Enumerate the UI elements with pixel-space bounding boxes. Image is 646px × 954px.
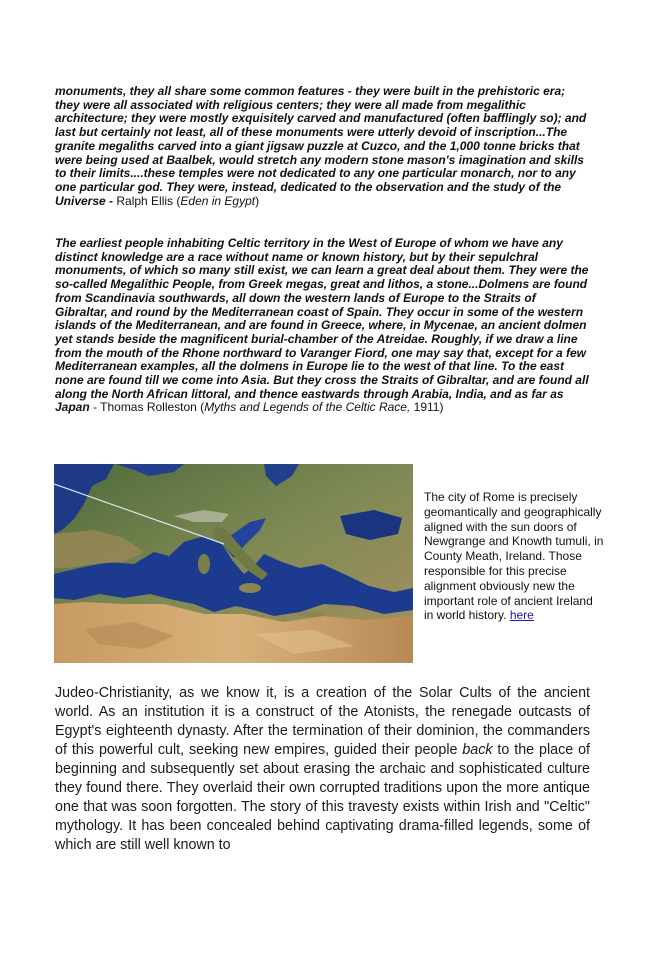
body-text-emphasis: back — [462, 742, 493, 758]
quote-ellis-text: monuments, they all share some common features - they were built in the prehistoric era; they were all associated with religious centers; they were all made from megalithic architecture; they were mostly exquisitely carved and manufactured (often bafflingly so); and last but certainly not least, all of these monuments were utterly devoid of inscription...The granite megaliths carved into a giant jigsaw puzzle at Cuzco, and the 1,000 tonne bricks that were being used at Baalbek, would stretch any modern stone mason's imagination and skills to their limits....these temples were not dedicated to any one particular monarch, nor to any one particular god. They were, instead, dedicated to the observation and the study of the Universe - — [55, 84, 587, 208]
quote-ellis-book: Eden in Egypt — [180, 193, 256, 208]
body-text-part1: Judeo-Christianity, as we know it, is a creation of the Solar Cults of the ancient world. As an institution it is a construct of the Atonists, the renegade outcasts of Egypt's eighteenth dynasty. After the termination of their dominion, the commanders of this powerful cult, seeking new empires, guided their people — [55, 685, 590, 758]
quote-rolleston-book: Myths and Legends of the Celtic Race, — [204, 400, 411, 415]
quote-rolleston-text: The earliest people inhabiting Celtic territory in the West of Europe of whom we have any distinct knowledge are a race without name or known history, but by their sepulchral monuments, of which so many still exist, we can learn a great deal about them. They were the so-called Megalithic People, from Greek megas, great and lithos, a stone...Dolmens are found from Scandinavia southwards, all down the western lands of Europe to the Straits of Gibraltar, and round by the Mediterranean coast of Spain. They occur in some of the western islands of the Mediterranean, and are found in Greece, where, in Mycenae, an ancient dolmen yet stands beside the magnificent burial-chamber of the Atreidae. Roughly, if we draw a line from the mouth of the Rhone northward to Varanger Fiord, one may say that, except for a few Mediterranean examples, all the dolmens in Europe lie to the west of that line. To the east none are found till we come into Asia. But they cross the Straits of Gibraltar, and are found all along the North African littoral, and thence eastwards through Arabia, India, and as far as Japan — [55, 236, 589, 415]
quote-ellis — [55, 85, 590, 208]
quote-rolleston-author: - Thomas Rolleston ( — [89, 400, 205, 415]
quote-ellis-close: ) — [255, 193, 260, 208]
quote-rolleston — [55, 237, 590, 415]
quote-ellis-author: Ralph Ellis ( — [116, 193, 181, 208]
europe-map-graphic — [54, 464, 413, 663]
body-paragraph — [55, 684, 590, 855]
here-link[interactable]: here — [509, 608, 534, 623]
satellite-map-image — [54, 464, 413, 663]
figure-caption — [424, 490, 604, 623]
quote-rolleston-close: 1911) — [410, 400, 444, 415]
figure-caption-text: The city of Rome is precisely geomantically and geographically aligned with the sun doors of Newgrange and Knowth tumuli, in County Meath, Ireland. Those responsible for this precise alignment obviously new the important role of ancient Ireland in world history. — [424, 490, 604, 623]
body-text-part2: to the place of beginning and subsequently set about erasing the archaic and sophisticated culture they found there. They overlaid their own corrupted traditions upon the more antique one that was soon forgotten. The story of this travesty exists within Irish and "Celtic" mythology. It has been concealed behind captivating drama-filled legends, some of which are still well known to — [55, 742, 591, 853]
